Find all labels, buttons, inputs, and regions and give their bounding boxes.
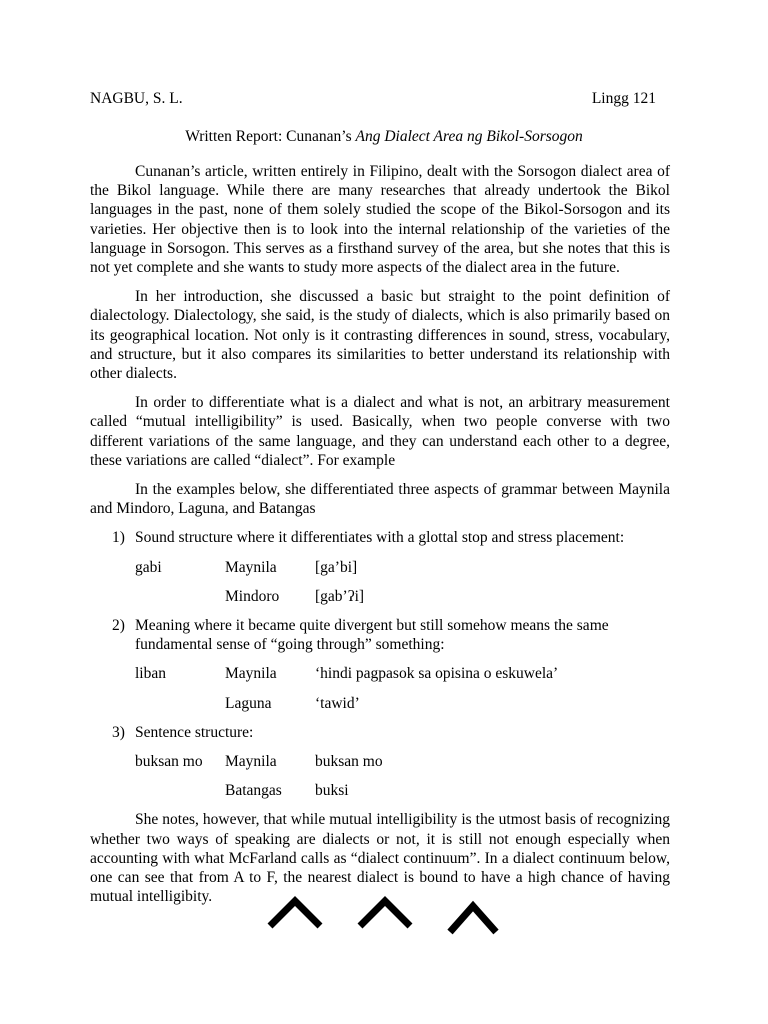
example-word	[135, 781, 225, 800]
chevron-up-icon	[450, 906, 496, 932]
example-word	[135, 587, 225, 606]
list-text: Sound structure where it differentiates with a glottal stop and stress placement:	[135, 529, 625, 547]
example-form: ‘tawid’	[315, 694, 360, 712]
example-word: buksan mo	[135, 753, 203, 771]
example-place: Mindoro	[225, 587, 280, 605]
example-place: Maynila	[225, 665, 277, 683]
paragraph: Cunanan’s article, written entirely in Filipino, dealt with the Sorsogon dialect area of the Bikol language. While there are many researches that already undertook the Bikol languages in the past, none of them solely studied the scope of the Bikol-Sorsogon and its varieties. Her objective then is to look into the internal relationship of the varieties of the language in Sorsogon. This serves as a firsthand survey of the area, but she notes that this is not yet complete and she wants to study more aspects of the dialect area in the future.	[90, 163, 670, 277]
example-row	[90, 781, 670, 800]
report-title	[0, 128, 768, 146]
list-text: Sentence structure:	[135, 723, 254, 741]
chevron-up-icon	[270, 901, 320, 926]
example-form: buksi	[315, 782, 349, 800]
example-place: Maynila	[225, 558, 277, 576]
chevron-up-icon	[360, 901, 410, 926]
example-place: Laguna	[225, 694, 272, 712]
example-row	[90, 752, 670, 771]
example-row	[90, 694, 670, 713]
list-item	[90, 528, 670, 547]
example-word: gabi	[135, 558, 162, 576]
example-row	[90, 587, 670, 606]
example-place: Maynila	[225, 753, 277, 771]
closing-paragraph: She notes, however, that while mutual intelligibility is the utmost basis of recognizing whether two ways of speaking are dialects or not, it is still not enough especially when accounting with what McFarland calls as “dialect continuum”. In a dialect continuum below, one can see that from A to F, the nearest dialect is bound to have a high chance of having mutual intelligibity.	[90, 811, 670, 906]
example-form: buksan mo	[315, 753, 383, 771]
author-name: NAGBU, S. L.	[90, 90, 183, 107]
example-form: [gab’ʔi]	[315, 587, 365, 605]
list-number: 2)	[112, 617, 125, 635]
list-number: 1)	[112, 529, 125, 547]
course-code: Lingg 121	[591, 90, 656, 107]
example-word	[135, 694, 225, 713]
list-item	[90, 723, 670, 742]
paragraph: In the examples below, she differentiated three aspects of grammar between Maynila and Mindoro, Laguna, and Batangas	[90, 481, 670, 518]
example-word: liban	[135, 665, 166, 683]
list-number: 3)	[112, 723, 125, 741]
example-row	[90, 664, 670, 683]
paragraph: In order to differentiate what is a dialect and what is not, an arbitrary measurement called “mutual intelligibility” is used. Basically, when two people converse with two different variations of the same language, and they can understand each other to a degree, these variations are called “dialect”. For example	[90, 394, 670, 469]
list-item	[90, 616, 670, 654]
title-work: Ang Dialect Area ng Bikol-Sorsogon	[355, 128, 583, 145]
example-form: ‘hindi pagpasok sa opisina o eskuwela’	[315, 665, 559, 683]
title-prefix: Written Report: Cunanan’s	[185, 128, 356, 145]
dialect-continuum-figure	[262, 868, 502, 938]
report-body	[90, 162, 670, 916]
paragraph: In her introduction, she discussed a basic but straight to the point definition of dialectology. Dialectology, she said, is the study of dialects, which is also primarily based on its geographical location. Not only is it contrasting differences in sound, stress, vocabulary, and structure, but it also compares its similarities to better understand its relationship with other dialects.	[90, 288, 670, 383]
example-form: [ga’bi]	[315, 558, 358, 576]
example-place: Batangas	[225, 782, 282, 800]
example-row	[90, 558, 670, 577]
list-text: Meaning where it became quite divergent but still somehow means the same fundamental sense of “going through” something:	[135, 617, 609, 654]
